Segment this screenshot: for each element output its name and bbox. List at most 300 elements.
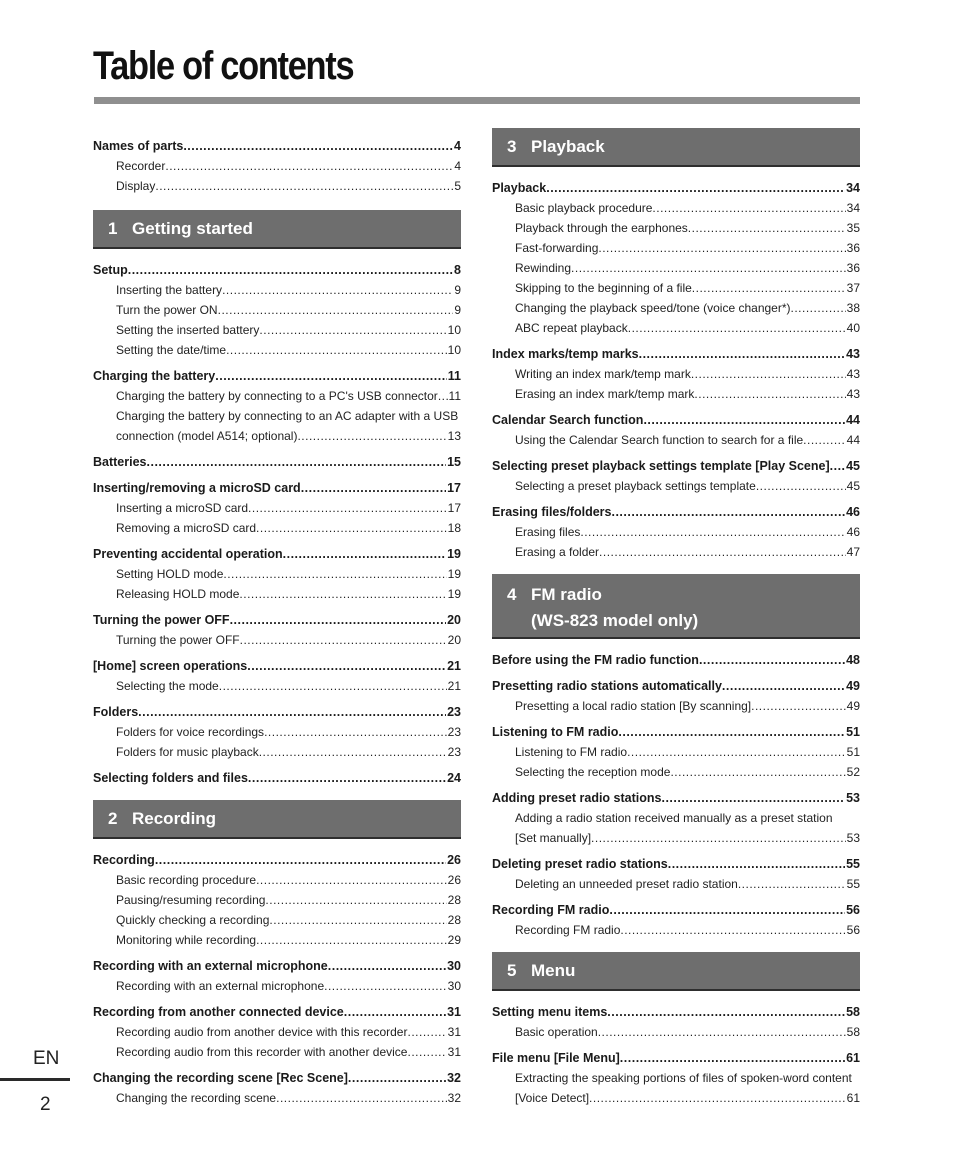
toc-subentry-label: Recording with an external microphone <box>116 979 325 993</box>
toc-entry-label: File menu [File Menu] <box>492 1051 620 1065</box>
toc-group <box>93 478 461 538</box>
toc-subentry[interactable] <box>93 406 461 446</box>
dot-leader <box>155 176 453 196</box>
toc-subentry[interactable] <box>93 320 461 340</box>
dot-leader <box>265 890 446 910</box>
toc-entry-label: Setting menu items <box>492 1005 608 1019</box>
toc-entry-label: Recording from another connected device <box>93 1005 344 1019</box>
toc-subentry[interactable] <box>93 280 461 300</box>
toc-entry-label: Batteries <box>93 455 147 469</box>
toc-entry-label: Names of parts <box>93 139 184 153</box>
toc-page-number: 44 <box>846 413 860 427</box>
toc-subentry-label: Display <box>116 179 156 193</box>
dot-leader <box>138 702 446 722</box>
toc-entry[interactable] <box>93 544 461 564</box>
toc-subentry-label: Selecting a preset playback settings template <box>515 479 756 493</box>
toc-subentry-label: Pausing/resuming recording <box>116 893 266 907</box>
dot-leader <box>618 722 845 742</box>
toc-subentry[interactable] <box>93 742 461 762</box>
toc-subentry[interactable] <box>93 340 461 360</box>
section-title: Getting started <box>132 218 253 238</box>
toc-subentry[interactable] <box>492 1068 860 1108</box>
toc-page-number: 48 <box>846 653 860 667</box>
toc-subentry[interactable] <box>93 1088 461 1108</box>
dot-leader <box>438 386 448 406</box>
dot-leader <box>580 522 845 542</box>
toc-page-number: 34 <box>846 201 860 215</box>
toc-entry[interactable] <box>492 650 860 670</box>
toc-subentry[interactable] <box>492 318 860 338</box>
toc-page-number: 46 <box>846 505 860 519</box>
toc-entry[interactable] <box>93 850 461 870</box>
spacer <box>492 562 860 574</box>
dot-leader <box>620 1048 845 1068</box>
dot-leader <box>670 762 845 782</box>
toc-entry[interactable] <box>492 502 860 522</box>
toc-group <box>93 768 461 788</box>
toc-page-number: 11 <box>448 389 461 403</box>
toc-subentry-label-cont: connection (model A514; optional) <box>116 429 298 443</box>
toc-page-number: 8 <box>454 263 461 277</box>
toc-subentry-label: Using the Calendar Search function to search for a file <box>515 433 804 447</box>
dot-leader <box>661 788 845 808</box>
toc-page-number: 31 <box>447 1025 461 1039</box>
toc-entry-label: Preventing accidental operation <box>93 547 283 561</box>
toc-group <box>492 900 860 940</box>
toc-subentry[interactable] <box>492 874 860 894</box>
toc-entry-label: Listening to FM radio <box>492 725 619 739</box>
dot-leader <box>348 1068 446 1088</box>
section-2 <box>93 800 461 1108</box>
toc-entry-label: Charging the battery <box>93 369 216 383</box>
toc-page-number: 31 <box>447 1005 461 1019</box>
dot-leader <box>264 722 447 742</box>
dot-leader <box>751 696 846 716</box>
toc-page-number: 4 <box>454 159 461 173</box>
section-number: 1 <box>108 218 118 238</box>
toc-page-number: 46 <box>846 525 860 539</box>
dot-leader <box>259 742 447 762</box>
dot-leader <box>407 1042 446 1062</box>
toc-page-number: 43 <box>846 347 860 361</box>
toc-subentry[interactable] <box>492 920 860 940</box>
dot-leader <box>324 976 447 996</box>
toc-subentry[interactable] <box>93 890 461 910</box>
toc-entry[interactable] <box>93 260 461 280</box>
toc-subentry[interactable] <box>492 1022 860 1042</box>
section-number: 3 <box>507 136 517 156</box>
toc-subentry-label: Extracting the speaking portions of files of spoken-word content <box>515 1071 852 1085</box>
dot-leader <box>218 300 454 320</box>
toc-subentry-label: ABC repeat playback <box>515 321 628 335</box>
toc-subentry[interactable] <box>492 198 860 218</box>
dot-leader <box>165 156 453 176</box>
dot-leader <box>247 656 446 676</box>
page-title: Table of contents <box>93 44 354 88</box>
dot-leader <box>226 340 447 360</box>
toc-entry-label: Before using the FM radio function <box>492 653 699 667</box>
spacer <box>93 788 461 800</box>
toc-page-number: 28 <box>447 893 461 907</box>
toc-entry[interactable] <box>93 768 461 788</box>
toc-subentry-label: Charging the battery by connecting to an AC adapter with a USB <box>116 409 459 423</box>
section-title: Playback <box>531 136 605 156</box>
dot-leader <box>239 584 446 604</box>
toc-subentry-label: Inserting the battery <box>116 283 223 297</box>
toc-subentry[interactable] <box>492 762 860 782</box>
toc-subentry[interactable] <box>492 218 860 238</box>
toc-subentry-label: Setting HOLD mode <box>116 567 224 581</box>
toc-subentry-label: Fast-forwarding <box>515 241 599 255</box>
toc-page-number: 49 <box>846 679 860 693</box>
toc-page-number: 11 <box>447 369 461 383</box>
toc-entry[interactable] <box>492 1048 860 1068</box>
toc-page-number: 32 <box>447 1091 461 1105</box>
toc-subentry-label: Presetting a local radio station [By scanning] <box>515 699 752 713</box>
dot-leader <box>230 610 447 630</box>
toc-subentry[interactable] <box>93 870 461 890</box>
toc-entry-label: Changing the recording scene [Rec Scene] <box>93 1071 348 1085</box>
dot-leader <box>248 768 446 788</box>
toc-entry[interactable] <box>93 1068 461 1088</box>
toc-subentry-label: Turning the power OFF <box>116 633 240 647</box>
dot-leader <box>791 298 846 318</box>
dot-leader <box>240 630 447 650</box>
section-number: 2 <box>108 808 118 828</box>
section-1 <box>93 210 461 788</box>
dot-leader <box>643 410 845 430</box>
toc-subentry[interactable] <box>492 476 860 496</box>
toc-page-number: 55 <box>846 877 860 891</box>
toc-page-number: 13 <box>447 429 461 443</box>
toc-page-number: 31 <box>447 1045 461 1059</box>
toc-subentry[interactable] <box>93 976 461 996</box>
toc-page-number: 40 <box>846 321 860 335</box>
dot-leader <box>627 742 846 762</box>
toc-right-column <box>492 128 860 1108</box>
dot-leader <box>830 456 845 476</box>
toc-page-number: 10 <box>447 323 461 337</box>
toc-subentry-label: Turn the power ON <box>116 303 218 317</box>
toc-page-number: 45 <box>846 459 860 473</box>
toc-page-number: 30 <box>447 959 461 973</box>
toc-page-number: 28 <box>447 913 461 927</box>
toc-page-number: 53 <box>846 831 860 845</box>
toc-page-number: 43 <box>846 367 860 381</box>
toc-subentry-label: Changing the playback speed/tone (voice changer*) <box>515 301 791 315</box>
toc-entry[interactable] <box>93 956 461 976</box>
toc-entry[interactable] <box>93 656 461 676</box>
toc-subentry[interactable] <box>93 910 461 930</box>
toc-group <box>93 610 461 650</box>
dot-leader <box>599 542 846 562</box>
toc-page-number: 56 <box>846 923 860 937</box>
toc-entry[interactable] <box>93 702 461 722</box>
toc-group <box>492 178 860 338</box>
language-label: EN <box>33 1048 60 1069</box>
toc-subentry-label: Monitoring while recording <box>116 933 257 947</box>
toc-page-number: 55 <box>846 857 860 871</box>
toc-subentry-label: Folders for voice recordings <box>116 725 265 739</box>
dot-leader <box>223 564 446 584</box>
toc-subentry-label: Rewinding <box>515 261 572 275</box>
dot-leader <box>215 366 447 386</box>
dot-leader <box>607 1002 845 1022</box>
toc-subentry-label: Recording audio from this recorder with another device <box>116 1045 408 1059</box>
toc-entry[interactable] <box>492 1002 860 1022</box>
section-number: 4 <box>507 585 517 604</box>
toc-group <box>492 722 860 782</box>
toc-group <box>93 656 461 696</box>
toc-subentry-label: Changing the recording scene <box>116 1091 277 1105</box>
toc-subentry[interactable] <box>93 386 461 406</box>
toc-group <box>93 956 461 996</box>
dot-leader <box>628 318 846 338</box>
toc-entry-label: Calendar Search function <box>492 413 644 427</box>
toc-page-number: 56 <box>846 903 860 917</box>
toc-entry[interactable] <box>93 478 461 498</box>
toc-entry[interactable] <box>492 410 860 430</box>
toc-page-number: 52 <box>846 765 860 779</box>
toc-page-number: 20 <box>447 613 461 627</box>
toc-subentry-label: Quickly checking a recording <box>116 913 270 927</box>
dot-leader <box>688 218 846 238</box>
toc-left-column <box>93 132 461 1108</box>
toc-entry[interactable] <box>93 1002 461 1022</box>
toc-subentry-label: Selecting the reception mode <box>515 765 671 779</box>
dot-leader <box>609 900 845 920</box>
toc-subentry[interactable] <box>492 430 860 450</box>
toc-subentry-label: Playback through the earphones <box>515 221 688 235</box>
dot-leader <box>756 476 846 496</box>
section-3 <box>492 128 860 562</box>
toc-entry[interactable] <box>492 178 860 198</box>
section-header[interactable] <box>492 574 860 639</box>
section-header[interactable] <box>492 128 860 167</box>
dot-leader <box>256 518 447 538</box>
toc-page-number: 23 <box>447 705 461 719</box>
toc-subentry-label: Setting the date/time <box>116 343 227 357</box>
toc-entry[interactable] <box>492 676 860 696</box>
toc-subentry[interactable] <box>492 522 860 542</box>
toc-subentry[interactable] <box>93 630 461 650</box>
toc-page-number: 61 <box>846 1091 860 1105</box>
dot-leader <box>297 426 446 446</box>
toc-group <box>492 854 860 894</box>
toc-page-number: 36 <box>846 261 860 275</box>
toc-page-number: 44 <box>846 433 860 447</box>
toc-group <box>492 502 860 562</box>
toc-subentry-label: Erasing a folder <box>515 545 600 559</box>
toc-subentry[interactable] <box>93 176 461 196</box>
section-title: Menu <box>531 960 576 980</box>
toc-subentry[interactable] <box>93 518 461 538</box>
dot-leader <box>128 260 453 280</box>
toc-page-number: 4 <box>454 139 461 153</box>
toc-page-number: 10 <box>447 343 461 357</box>
dot-leader <box>589 1088 846 1108</box>
toc-page-number: 19 <box>447 587 461 601</box>
dot-leader <box>546 178 845 198</box>
toc-group <box>492 1048 860 1108</box>
toc-subentry-label: Charging the battery by connecting to a PC's USB connector <box>116 389 438 403</box>
spacer <box>93 196 461 210</box>
toc-group <box>93 850 461 950</box>
toc-entry[interactable] <box>93 366 461 386</box>
toc-subentry-label: Deleting an unneeded preset radio station <box>515 877 738 891</box>
toc-page-number: 43 <box>846 387 860 401</box>
dot-leader <box>269 910 446 930</box>
toc-page-number: 36 <box>846 241 860 255</box>
toc-subentry-label: Basic recording procedure <box>116 873 257 887</box>
toc-page-number: 24 <box>447 771 461 785</box>
dot-leader <box>611 502 845 522</box>
toc-subentry[interactable] <box>492 542 860 562</box>
toc-subentry[interactable] <box>492 258 860 278</box>
toc-subentry[interactable] <box>93 722 461 742</box>
toc-page-number: 17 <box>447 481 461 495</box>
section-header[interactable] <box>93 210 461 249</box>
toc-subentry-label: Basic playback procedure <box>515 201 653 215</box>
toc-page-number: 5 <box>454 179 461 193</box>
toc-page-number: 53 <box>846 791 860 805</box>
toc-entry[interactable] <box>492 854 860 874</box>
toc-page-number: 21 <box>447 679 461 693</box>
toc-subentry-label-cont: [Voice Detect] <box>515 1091 590 1105</box>
toc-subentry-label: Selecting the mode <box>116 679 219 693</box>
toc-group <box>93 452 461 472</box>
toc-entry[interactable] <box>93 610 461 630</box>
toc-subentry-label: Folders for music playback <box>116 745 259 759</box>
toc-entry-label: Recording with an external microphone <box>93 959 328 973</box>
toc-entry[interactable] <box>492 788 860 808</box>
toc-group <box>93 136 461 196</box>
toc-entry-label: [Home] screen operations <box>93 659 248 673</box>
toc-entry-label: Adding preset radio stations <box>492 791 662 805</box>
dot-leader <box>692 278 846 298</box>
toc-entry[interactable] <box>492 456 860 476</box>
section-header[interactable] <box>93 800 461 839</box>
toc-subentry-label: Removing a microSD card <box>116 521 257 535</box>
toc-subentry-label-cont: [Set manually] <box>515 831 592 845</box>
dot-leader <box>344 1002 446 1022</box>
toc-page-number: 9 <box>454 283 461 297</box>
toc-page-number: 34 <box>846 181 860 195</box>
toc-subentry[interactable] <box>492 384 860 404</box>
dot-leader <box>639 344 845 364</box>
toc-subentry-label: Erasing files <box>515 525 581 539</box>
toc-subentry[interactable] <box>93 300 461 320</box>
toc-entry-label: Recording <box>93 853 155 867</box>
toc-page-number: 58 <box>846 1005 860 1019</box>
toc-subentry[interactable] <box>492 298 860 318</box>
dot-leader <box>803 430 845 450</box>
toc-subentry[interactable] <box>492 364 860 384</box>
toc-page-number: 51 <box>846 725 860 739</box>
toc-entry-label: Inserting/removing a microSD card <box>93 481 301 495</box>
toc-page-number: 30 <box>447 979 461 993</box>
dot-leader <box>219 676 447 696</box>
toc-page-number: 38 <box>846 301 860 315</box>
toc-group <box>492 650 860 670</box>
toc-page-number: 19 <box>447 547 461 561</box>
toc-subentry[interactable] <box>93 584 461 604</box>
toc-subentry[interactable] <box>93 1042 461 1062</box>
toc-subentry-label: Writing an index mark/temp mark <box>515 367 691 381</box>
toc-group <box>93 366 461 446</box>
toc-subentry[interactable] <box>93 498 461 518</box>
dot-leader <box>407 1022 446 1042</box>
toc-entry-label: Deleting preset radio stations <box>492 857 668 871</box>
toc-page-number: 29 <box>447 933 461 947</box>
toc-subentry[interactable] <box>492 742 860 762</box>
toc-subentry[interactable] <box>93 930 461 950</box>
toc-subentry[interactable] <box>93 1022 461 1042</box>
dot-leader <box>598 238 845 258</box>
toc-group <box>492 410 860 450</box>
toc-entry-label: Selecting folders and files <box>93 771 248 785</box>
toc-group <box>492 1002 860 1042</box>
dot-leader <box>699 650 845 670</box>
toc-subentry[interactable] <box>492 808 860 848</box>
toc-entry[interactable] <box>492 344 860 364</box>
dot-leader <box>301 478 446 498</box>
dot-leader <box>691 364 846 384</box>
dot-leader <box>222 280 453 300</box>
toc-page-number: 26 <box>447 853 461 867</box>
toc-entry[interactable] <box>492 722 860 742</box>
toc-entry[interactable] <box>93 136 461 156</box>
toc-subentry[interactable] <box>93 564 461 584</box>
dot-leader <box>248 498 447 518</box>
toc-subentry[interactable] <box>93 156 461 176</box>
toc-subentry-label: Recorder <box>116 159 166 173</box>
toc-page-number: 26 <box>447 873 461 887</box>
page-number: 2 <box>40 1094 51 1115</box>
toc-page-number: 58 <box>846 1025 860 1039</box>
toc-entry[interactable] <box>93 452 461 472</box>
section-header[interactable] <box>492 952 860 991</box>
toc-group <box>492 788 860 848</box>
section-4 <box>492 574 860 940</box>
toc-group <box>93 702 461 762</box>
toc-entry-label: Selecting preset playback settings template [Play Scene] <box>492 459 830 473</box>
dot-leader <box>256 870 447 890</box>
toc-group <box>492 676 860 716</box>
dot-leader <box>147 452 447 472</box>
toc-subentry-label: Basic operation <box>515 1025 598 1039</box>
dot-leader <box>591 828 846 848</box>
toc-entry[interactable] <box>492 900 860 920</box>
dot-leader <box>256 930 447 950</box>
toc-entry-label: Recording FM radio <box>492 903 610 917</box>
toc-subentry-label: Adding a radio station received manually as a preset station <box>515 811 833 825</box>
toc-subentry[interactable] <box>492 278 860 298</box>
toc-page-number: 9 <box>454 303 461 317</box>
toc-subentry-label: Listening to FM radio <box>515 745 628 759</box>
spacer <box>492 940 860 952</box>
dot-leader <box>694 384 845 404</box>
toc-group <box>93 260 461 360</box>
dot-leader <box>259 320 446 340</box>
toc-page-number: 32 <box>447 1071 461 1085</box>
toc-entry-label: Folders <box>93 705 139 719</box>
toc-subentry[interactable] <box>492 696 860 716</box>
toc-subentry[interactable] <box>492 238 860 258</box>
dot-leader <box>598 1022 846 1042</box>
toc-subentry[interactable] <box>93 676 461 696</box>
toc-page-number: 18 <box>447 521 461 535</box>
